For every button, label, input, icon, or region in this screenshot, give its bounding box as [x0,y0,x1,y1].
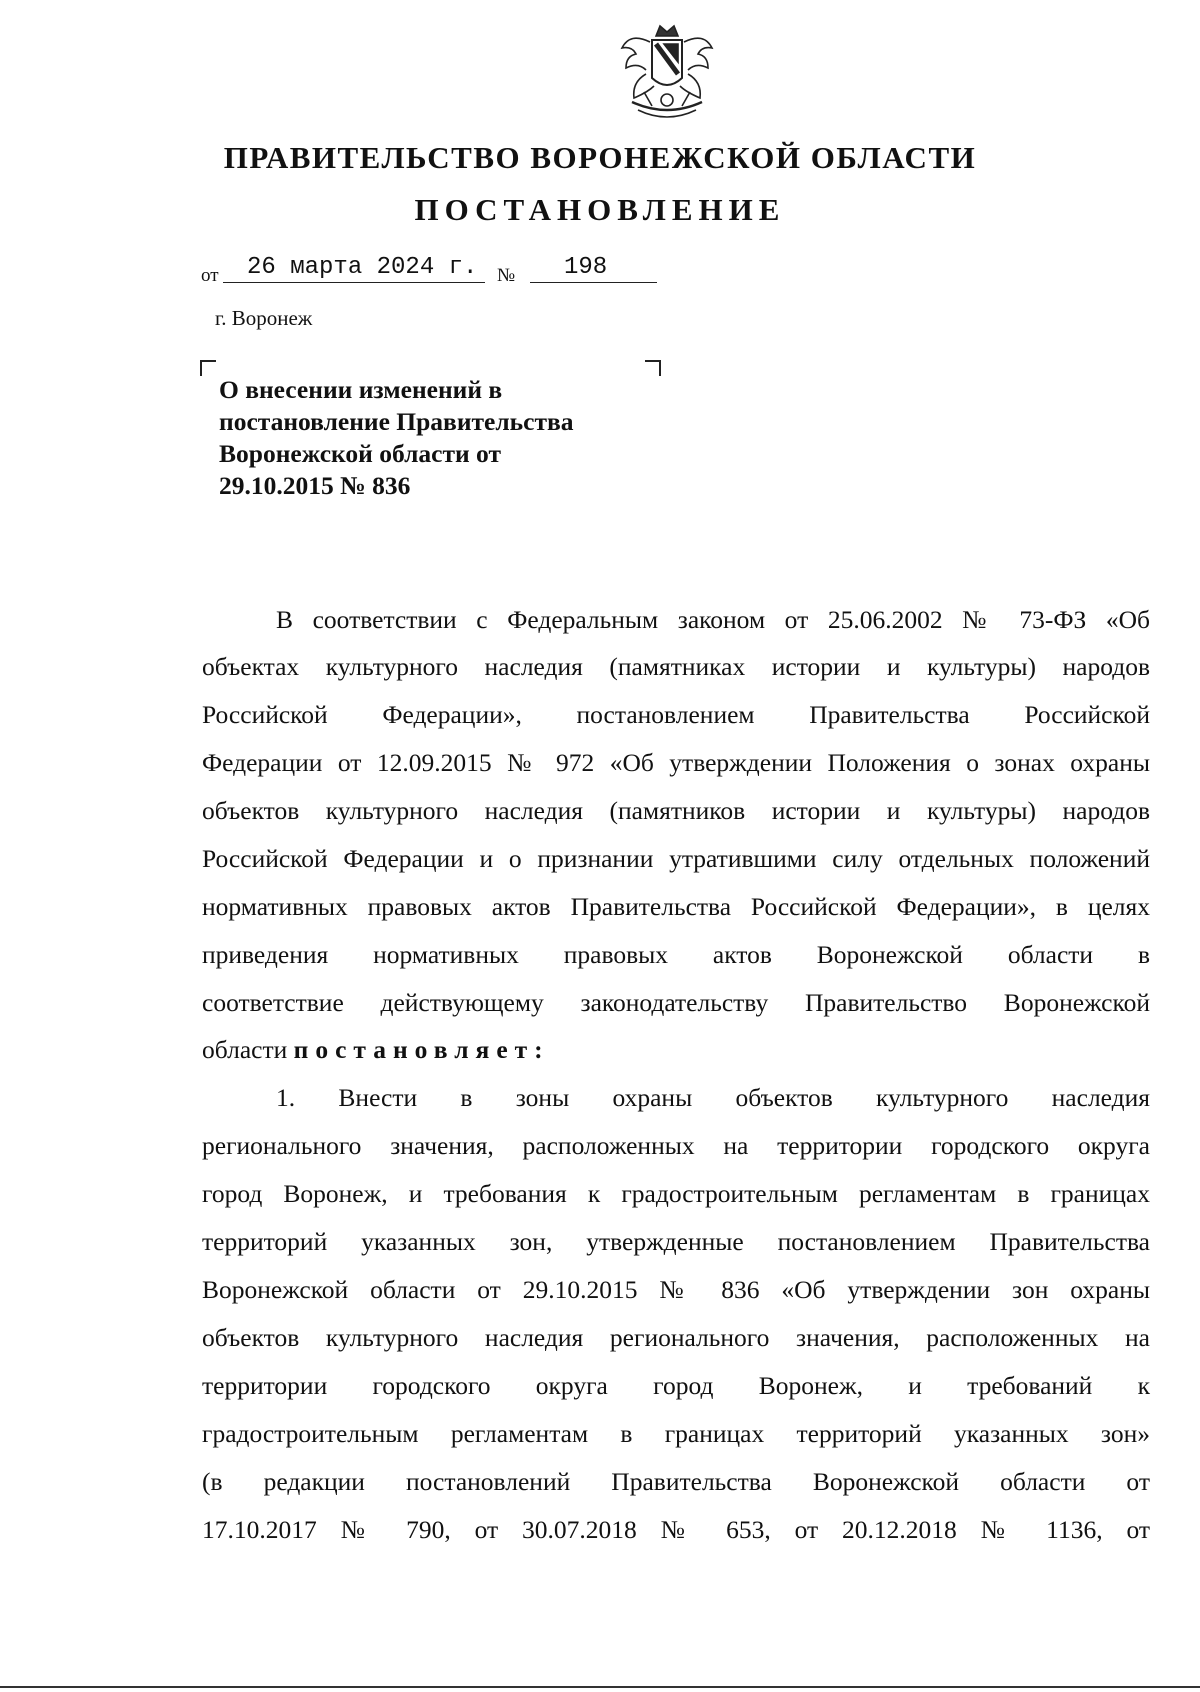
body-line: объектах культурного наследия (памятниках истории и культуры) народов [202,652,1150,681]
number-value: 198 [564,254,608,281]
body-line: Российской Федерации», постановлением Правительства Российской [202,700,1150,729]
subject-line: Воронежской области от [219,439,501,468]
date-value: 26 марта 2024 г. [247,254,478,281]
city-label: г. Воронеж [215,306,313,330]
resolution-word: постановляет: [293,1035,550,1064]
coat-of-arms-emblem-icon [612,22,722,128]
date-field [223,252,485,283]
body-line: В соответствии с Федеральным законом от 25.06.2002 № 73-ФЗ «Об [276,605,1150,634]
body-line: градостроительным регламентам в границах территорий указанных зон» [202,1419,1150,1448]
number-label: № [497,265,516,286]
number-field [530,252,657,283]
document-type-title: ПОСТАНОВЛЕНИЕ [414,192,786,227]
body-line: соответствие действующему законодательству Правительство Воронежской [202,988,1150,1017]
body-line-text: области [202,1035,288,1064]
subject-bracket-left [200,360,216,376]
body-line: территорий указанных зон, утвержденные постановлением Правительства [202,1227,1150,1256]
body-line: объектов культурного наследия регионального значения, расположенных на [202,1323,1150,1352]
body-line: Федерации от 12.09.2015 № 972 «Об утверждении Положения о зонах охраны [202,748,1150,777]
body-line: 1. Внести в зоны охраны объектов культурного наследия [276,1083,1150,1112]
subject-line: постановление Правительства [219,407,574,436]
organization-title: ПРАВИТЕЛЬСТВО ВОРОНЕЖСКОЙ ОБЛАСТИ [223,140,977,175]
subject-line: 29.10.2015 № 836 [219,471,411,500]
page-bottom-edge [0,1686,1200,1688]
body-line: Российской Федерации и о признании утратившими силу отдельных положений [202,844,1150,873]
body-line: приведения нормативных правовых актов Воронежской области в [202,940,1150,969]
body-line: объектов культурного наследия (памятников истории и культуры) народов [202,796,1150,825]
body-line: Воронежской области от 29.10.2015 № 836 «Об утверждении зон охраны [202,1275,1150,1304]
body-line: нормативных правовых актов Правительства Российской Федерации», в целях [202,892,1150,921]
body-line: (в редакции постановлений Правительства Воронежской области от [202,1467,1150,1496]
body-line: территории городского округа город Воронеж, и требований к [202,1371,1150,1400]
body-line: регионального значения, расположенных на территории городского округа [202,1131,1150,1160]
subject-line: О внесении изменений в [219,375,503,404]
date-label: от [201,265,219,286]
body-line-resolution [202,1035,1150,1065]
document-subject [219,374,649,502]
body-line: город Воронеж, и требования к градостроительным регламентам в границах [202,1179,1150,1208]
body-line: 17.10.2017 № 790, от 30.07.2018 № 653, от 20.12.2018 № 1136, от [202,1515,1150,1544]
